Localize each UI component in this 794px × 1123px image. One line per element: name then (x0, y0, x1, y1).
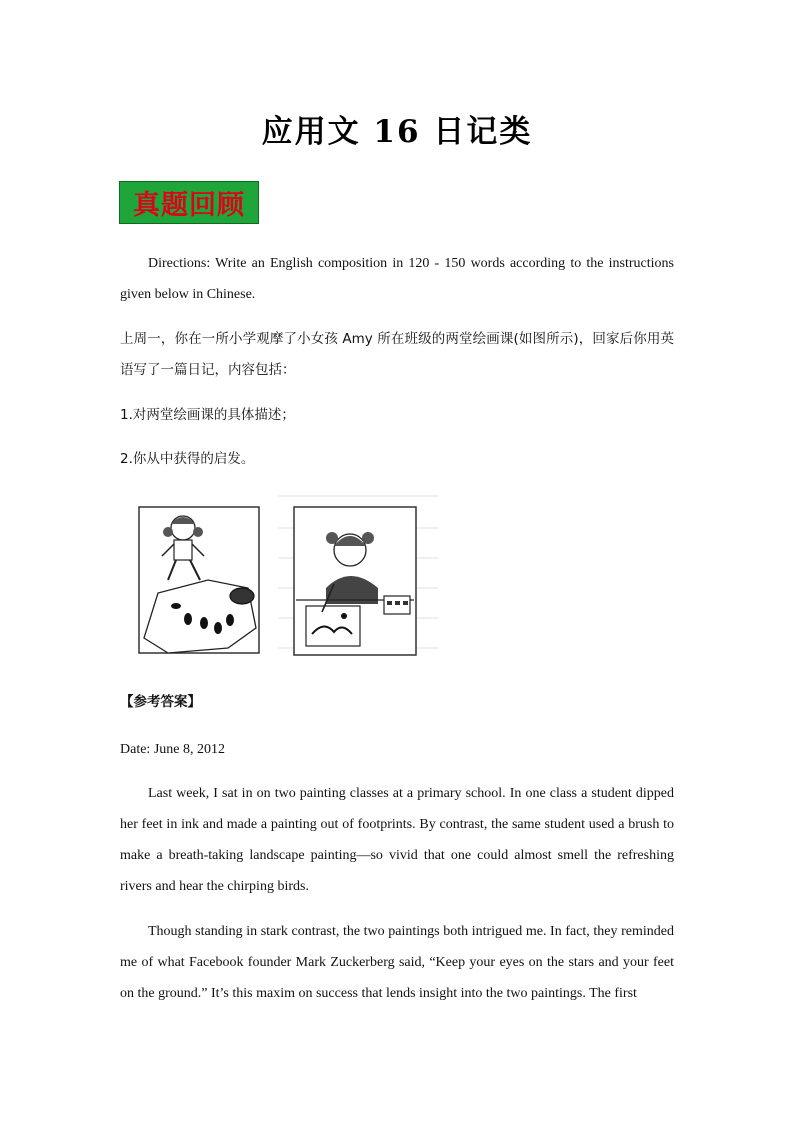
page-title: 应用文 16 日记类 (261, 114, 533, 150)
diary-paragraph-1: Last week, I sat in on two painting classes at a primary school. In one class a student dipped her feet in ink and made a painting out of footprints. By contrast, the same student used a brush to make a breath-taking landscape painting—so vivid that one could almost smell the refreshing rivers and hear the chirping birds. (120, 786, 674, 894)
section-badge-label: 真题回顾 (133, 190, 245, 221)
diary-date: Date: June 8, 2012 (120, 742, 225, 757)
right-panel (294, 507, 416, 655)
left-panel (139, 507, 259, 653)
diary-paragraph-2: Though standing in stark contrast, the two paintings both intrigued me. In fact, they reminded me of what Facebook founder Mark Zuckerberg said, “Keep your eyes on the stars and your feet on the ground.” It’s this maxim on success that lends insight into the two paintings. The first (120, 924, 674, 1001)
point-1: 1.对两堂绘画课的具体描述； (120, 407, 295, 423)
painting-illustration (138, 488, 444, 678)
section-badge (119, 181, 259, 224)
point-2: 2.你从中获得的启发。 (120, 451, 255, 467)
prompt-text: 上周一，你在一所小学观摩了小女孩 Amy 所在班级的两堂绘画课(如图所示)，回家后你用英语写了一篇日记，内容包括： (120, 331, 674, 378)
answer-label: 【参考答案】 (120, 694, 201, 710)
directions-text: Directions: Write an English composition in 120 - 150 words according to the instructions given below in Chinese. (120, 256, 674, 302)
